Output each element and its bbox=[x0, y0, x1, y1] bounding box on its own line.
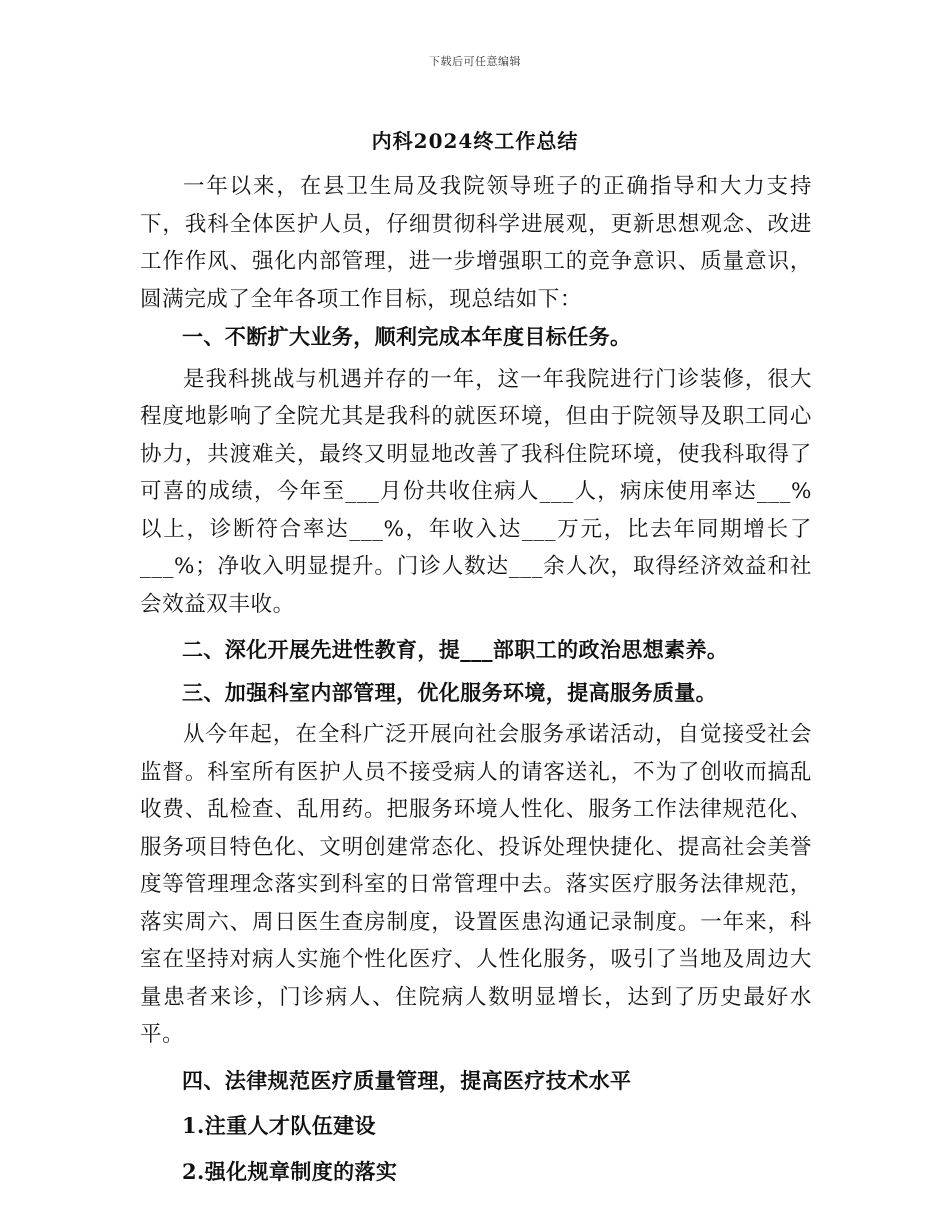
section-1-body: 是我科挑战与机遇并存的一年，这一年我院进行门诊装修，很大程度地影响了全院尤其是我科的就医环境，但由于院领导及职工同心协力，共渡难关，最终又明显地改善了我科住院环境，使我科取得了可喜的成绩，今年至___月份共收住病人___人，病床使用率达___%以上，诊断符合率达___%，年收入达___万元，比去年同期增长了___%；净收入明显提升。门诊人数达___余人次，取得经济效益和社会效益双丰收。 bbox=[140, 366, 812, 617]
document-body bbox=[140, 168, 812, 1190]
section-2-heading: 二、深化开展先进性教育，提___部职工的政治思想素养。 bbox=[182, 637, 729, 662]
list-item-1: 1.注重人才队伍建设 bbox=[182, 1113, 376, 1138]
section-3-body: 从今年起，在全科广泛开展向社会服务承诺活动，自觉接受社会监督。科室所有医护人员不接受病人的请客送礼，不为了创收而搞乱收费、乱检查、乱用药。把服务环境人性化、服务工作法律规范化、服务项目特色化、文明创建常态化、投诉处理快捷化、提高社会美誉度等管理理念落实到科室的日常管理中去。落实医疗服务法律规范，落实周六、周日医生查房制度，设置医患沟通记录制度。一年来，科室在坚持对病人实施个性化医疗、人性化服务，吸引了当地及周边大量患者来诊，门诊病人、住院病人数明显增长，达到了历史最好水平。 bbox=[140, 722, 812, 1047]
section-3-heading: 三、加强科室内部管理，优化服务环境，提高服务质量。 bbox=[182, 679, 717, 705]
section-4-heading: 四、法律规范医疗质量管理，提高医疗技术水平 bbox=[182, 1067, 632, 1093]
document-title: 内科2024终工作总结 bbox=[371, 129, 579, 153]
list-item-2: 2.强化规章制度的落实 bbox=[182, 1158, 398, 1184]
section-1-heading: 一、不断扩大业务，顺利完成本年度目标任务。 bbox=[182, 324, 632, 349]
page-header-note: 下载后可任意编辑 bbox=[429, 55, 521, 68]
intro-paragraph: 一年以来，在县卫生局及我院领导班子的正确指导和大力支持下，我科全体医护人员，仔细贯彻科学进展观，更新思想观念、改进工作作风、强化内部管理，进一步增强职工的竞争意识、质量意识，圆满完成了全年各项工作目标，现总结如下： bbox=[140, 174, 812, 312]
